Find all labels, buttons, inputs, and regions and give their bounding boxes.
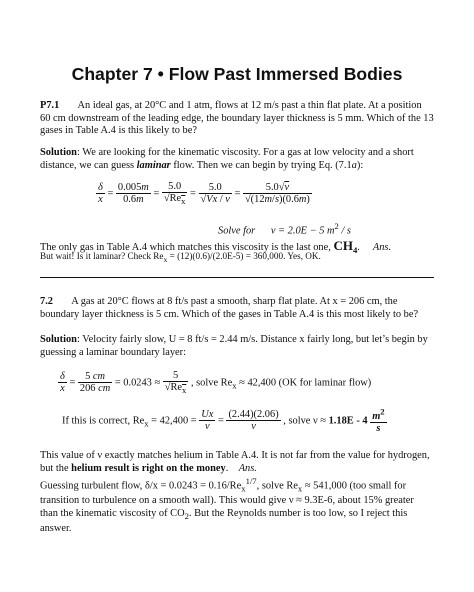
solution-label: Solution — [40, 147, 77, 158]
solution-label: Solution — [40, 334, 77, 345]
problem-7-2 — [40, 296, 434, 321]
equation-7-2a: $\frac{\delta}{x}$ = $\frac{5 cm}{206 cm}$ = 0.0243 ≈ $\frac{5}{√Re_x}$ , solve $Re_x \approx 42,400$ (OK for laminar flow) — [60, 370, 372, 396]
solution-7-1: Solution: We are looking for the kinematic viscosity. For a gas at low velocity and a short distance, we can guess laminar flow. Then we can begin by trying Eq. (7.1a): — [40, 147, 414, 171]
equation-7-1: $\frac{\delta}{x}$ = $\frac{0.005m}{0.6m}$ = $\frac{5.0}{√Re_x}$ = $\frac{5.0}{√Vx / \nu}$ = $\frac{5.0√\nu}{√(12m/s)(0.6m)}$ — [98, 181, 310, 207]
problem-text: A gas at 20°C flows at 8 ft/s past a smooth, sharp flat plate. At x = 206 cm, the boundary layer thickness is 5 cm. Which of the gases in Table A.4 is this most likely to be? — [40, 296, 419, 320]
conclusion-7-1: The only gas in Table A.4 which matches this viscosity is the last one, $CH_4$. Ans. — [40, 238, 392, 256]
problem-text: An ideal gas, at 20°C and 1 atm, flows at 12 m/s past a thin flat plate. At a position 60 cm downstream of the leading edge, the boundary layer thickness is 5 mm. Which of the 13 gases in Table A.4 is this likely to be? — [40, 100, 434, 137]
page-title: Chapter 7 • Flow Past Immersed Bodies — [71, 64, 403, 84]
equation-7-2b: If this is correct, $Re_x = 42,400$ = $\frac{Ux}{\nu}$ = $\frac{(2.44)(2.06)}{\nu}$ , solve ν ≈ 1.18E - 4 $\frac{m^2}{s}$ — [62, 407, 385, 435]
problem-label: 7.2 — [40, 296, 53, 307]
problem-label: P7.1 — [40, 100, 60, 111]
solution-7-2: Solution: Velocity fairly slow, U = 8 ft/s = 2.44 m/s. Distance x fairly long, but let’s begin by guessing a laminar boundary layer: — [40, 334, 428, 358]
laminar-check: But wait! Is it laminar? Check $Re_x = (12)(0.6)/(2.0E-5) = 360,000$. Yes, OK. — [40, 251, 321, 264]
solve-for-line: Solve for ν = 2.0E − 5 $m^2$ / s — [218, 221, 351, 237]
problem-7-1 — [40, 100, 434, 138]
section-divider — [40, 277, 434, 278]
discussion-7-2: This value of ν exactly matches helium in Table A.4. It is not far from the value for hydrogen, but the helium result is right on the money. Ans. Guessing turbulent flow, $\delta/x = 0.0243 = 0.16/Re_x^{1/7}$, solve $Re_x \approx 541,000$ (too small for transition to turbulence on a smooth wall). This would give ν ≈ 9.3E-6, about 15% greater than the kinematic viscosity of $CO_2$. But the Reynolds number is too low, so I reject this answer. — [40, 450, 430, 534]
